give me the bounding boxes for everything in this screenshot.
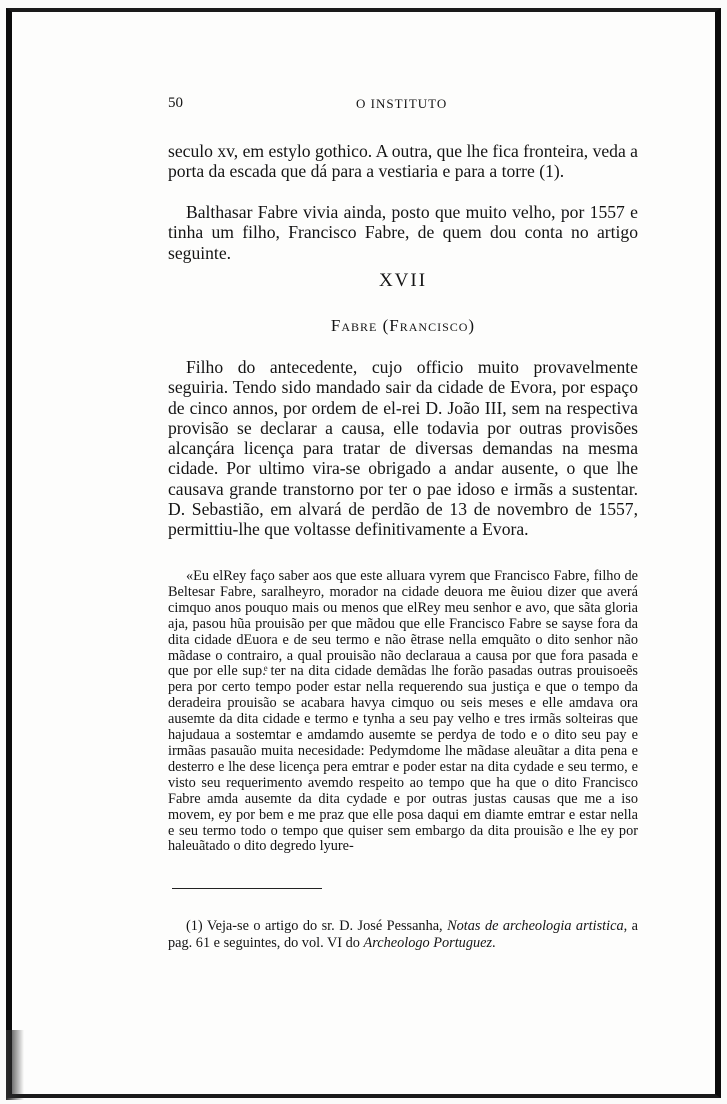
footnote: [168, 918, 638, 952]
footnote-text: [168, 918, 638, 952]
footnote-lead: (1) Veja-se o artigo do sr. D. José Pessanha,: [186, 918, 448, 934]
footnote-end: .: [492, 935, 496, 951]
footnote-title-2: Archeologo Portuguez: [363, 935, 493, 951]
page-edge-shadow: [6, 1030, 24, 1100]
journal-title: O INSTITUTO: [356, 96, 448, 111]
page-number: 50: [168, 95, 183, 111]
footnote-divider: [172, 888, 322, 889]
section-heading: Fabre (Francisco): [330, 316, 476, 335]
footnote-title-1: Notas de archeologia artistica: [447, 918, 624, 934]
quoted-alvara: [168, 569, 638, 855]
running-head: [168, 95, 638, 115]
paragraph-text: Balthasar Fabre vivia ainda, posto que muito velho, por 1557 e tinha um filho, Francisco Fabre, de quem dou conta no artigo seguinte.: [168, 202, 638, 263]
paragraph-balthasar: [168, 202, 638, 263]
paragraph-text: seculo xv, em estylo gothico. A outra, que lhe fica fronteira, veda a porta da escada que dá para a vestiaria e para a torre (1).: [168, 141, 638, 182]
paragraph-continuation: [168, 141, 638, 182]
paragraph-francisco: [168, 357, 638, 540]
quote-text: «Eu elRey faço saber aos que este alluara vyrem que Francisco Fabre, filho de Beltesar Fabre, saralheyro, morador na cidade deuora me ẽuiou dizer que averá cimquo anos pouquo mais ou menos que elRey meu senhor e avo, que sãta gloria aja, pasou hũa prouisão per que mãdou que elle Francisco Fabre se sayse fora da dita cidade dEuora e de seu termo e não ẽtrase nella emquãto o dito senhor não mãdase o contrairo, a qual prouisão não declaraua a causa por que fora pasada e que por elle sup.ͤ ter na dita cidade demãdas lhe forão pasadas outras prouisoeẽs pera por certo tempo poder estar nella requerendo sua justiça e que o tempo da deradeira prouisão se acabara havya cimquo ou seis meses e elle amdava ora ausemte da dita cidade e termo e tynha a seu pay velho e tres irmãs solteiras que hajudaua a sostemtar e amdamdo ausemte se perdya de todo e o dito seu pay e irmãas pasauão muita necesidade: Pedymdome lhe mãdase aleuãtar a dita pena e desterro e lhe dese licença pera emtrar e poder estar na dita cydade e seu termo, e visto seu requerimento avemdo respeito ao tempo que ha que o dito Francisco Fabre amda ausemte da dita cydade e por outras justas causas que me a iso movem, ey por bem e me praz que elle posa daqui em diamte emtrar e estar nella e seu termo todo o tempo que quiser sem embargo da dita prouisão e lhe ey por haleuãtado o dito degredo lyure-: [168, 568, 638, 855]
chapter-number: XVII: [378, 270, 428, 291]
paragraph-text: Filho do antecedente, cujo officio muito provavelmente seguiria. Tendo sido mandado sair da cidade de Evora, por espaço de cinco annos, por ordem de el-rei D. João III, sem na respectiva provisão se declarar a causa, elle todavia por outras provisões alcançára licença para tratar de diversas demandas na mesma cidade. Por ultimo vira-se obrigado a andar ausente, o que lhe causava grande transtorno por ter o pae idoso e irmãs a sustentar. D. Sebastião, em alvará de perdão de 13 de novembro de 1557, permittiu-lhe que voltasse definitivamente a Evora.: [168, 357, 638, 540]
footnote-middle: , a pag. 61 e seguintes, do vol. VI do: [168, 918, 638, 951]
